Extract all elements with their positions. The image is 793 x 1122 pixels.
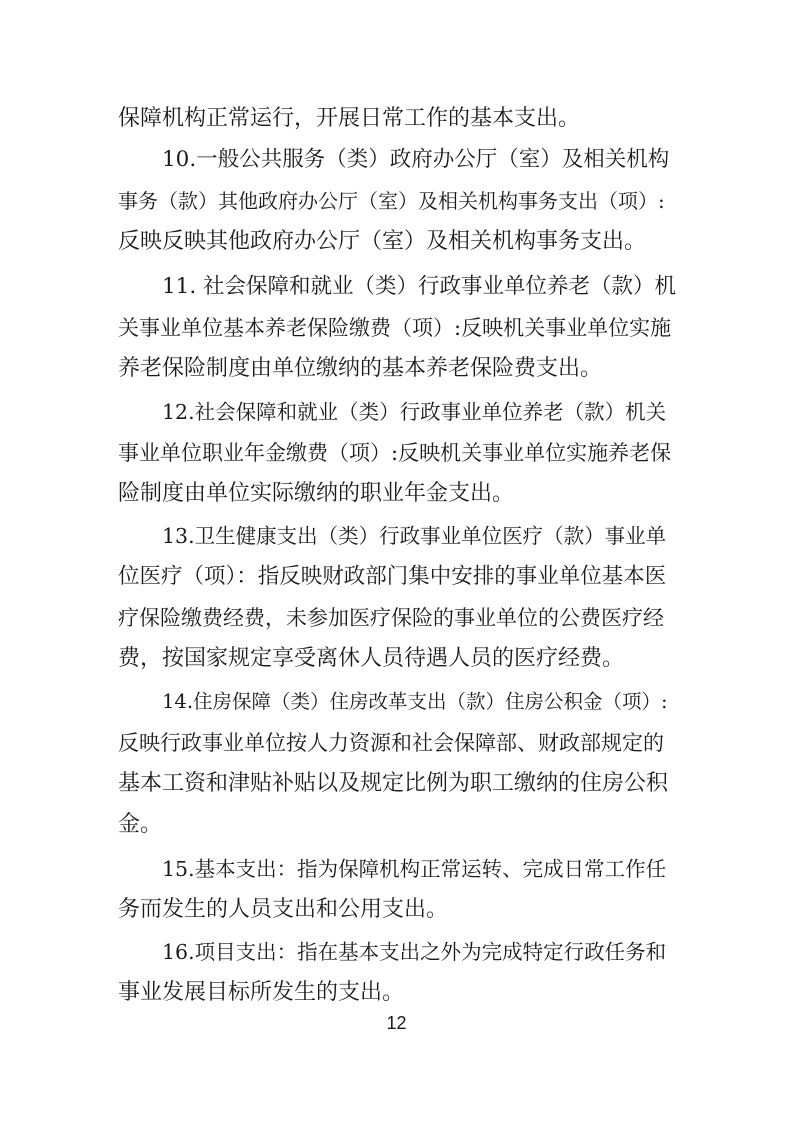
paragraph-line: 15.基本支出：指为保障机构正常运转、完成日常工作任: [162, 857, 667, 881]
paragraph-line: 事业发展目标所发生的支出。: [118, 980, 405, 1005]
paragraph-line: 疗保险缴费经费，未参加医疗保险的事业单位的公费医疗经: [118, 606, 664, 630]
paragraph-line: 位医疗（项）：指反映财政部门集中安排的事业单位基本医: [118, 564, 667, 589]
paragraph-line: 反映行政事业单位按人力资源和社会保障部、财政部规定的: [118, 731, 664, 755]
page-number: 12: [386, 1013, 407, 1033]
paragraph-line: 16.项目支出：指在基本支出之外为完成特定行政任务和: [162, 940, 667, 964]
paragraph-line: 11. 社会保障和就业（类）行政事业单位养老（款）机: [162, 274, 677, 299]
paragraph-line: 务而发生的人员支出和公用支出。: [118, 897, 449, 922]
paragraph-line: 反映反映其他政府办公厅（室）及相关机构事务支出。: [118, 229, 647, 254]
paragraph-line: 14.住房保障（类）住房改革支出（款）住房公积金（项）:: [162, 690, 668, 713]
paragraph-line: 13.卫生健康支出（类）行政事业单位医疗（款）事业单: [162, 524, 667, 548]
paragraph-line: 金。: [118, 812, 163, 837]
paragraph-line: 险制度由单位实际缴纳的职业年金支出。: [118, 481, 515, 506]
paragraph-line: 10.一般公共服务（类）政府办公厅（室）及相关机构: [162, 147, 670, 172]
paragraph-line: 保障机构正常运行，开展日常工作的基本支出。: [118, 106, 581, 131]
paragraph-line: 基本工资和津贴补贴以及规定比例为职工缴纳的住房公积: [118, 771, 669, 796]
paragraph-line: 事业单位职业年金缴费（项）:反映机关事业单位实施养老保: [118, 441, 672, 465]
paragraph-line: 12.社会保障和就业（类）行政事业单位养老（款）机关: [162, 400, 667, 424]
paragraph-line: 事务（款）其他政府办公厅（室）及相关机构事务支出（项）:: [118, 189, 665, 213]
paragraph-line: 关事业单位基本养老保险缴费（项）:反映机关事业单位实施: [118, 316, 672, 340]
paragraph-line: 费，按国家规定享受离休人员待遇人员的医疗经费。: [118, 646, 625, 671]
paragraph-line: 养老保险制度由单位缴纳的基本养老保险费支出。: [118, 356, 603, 381]
